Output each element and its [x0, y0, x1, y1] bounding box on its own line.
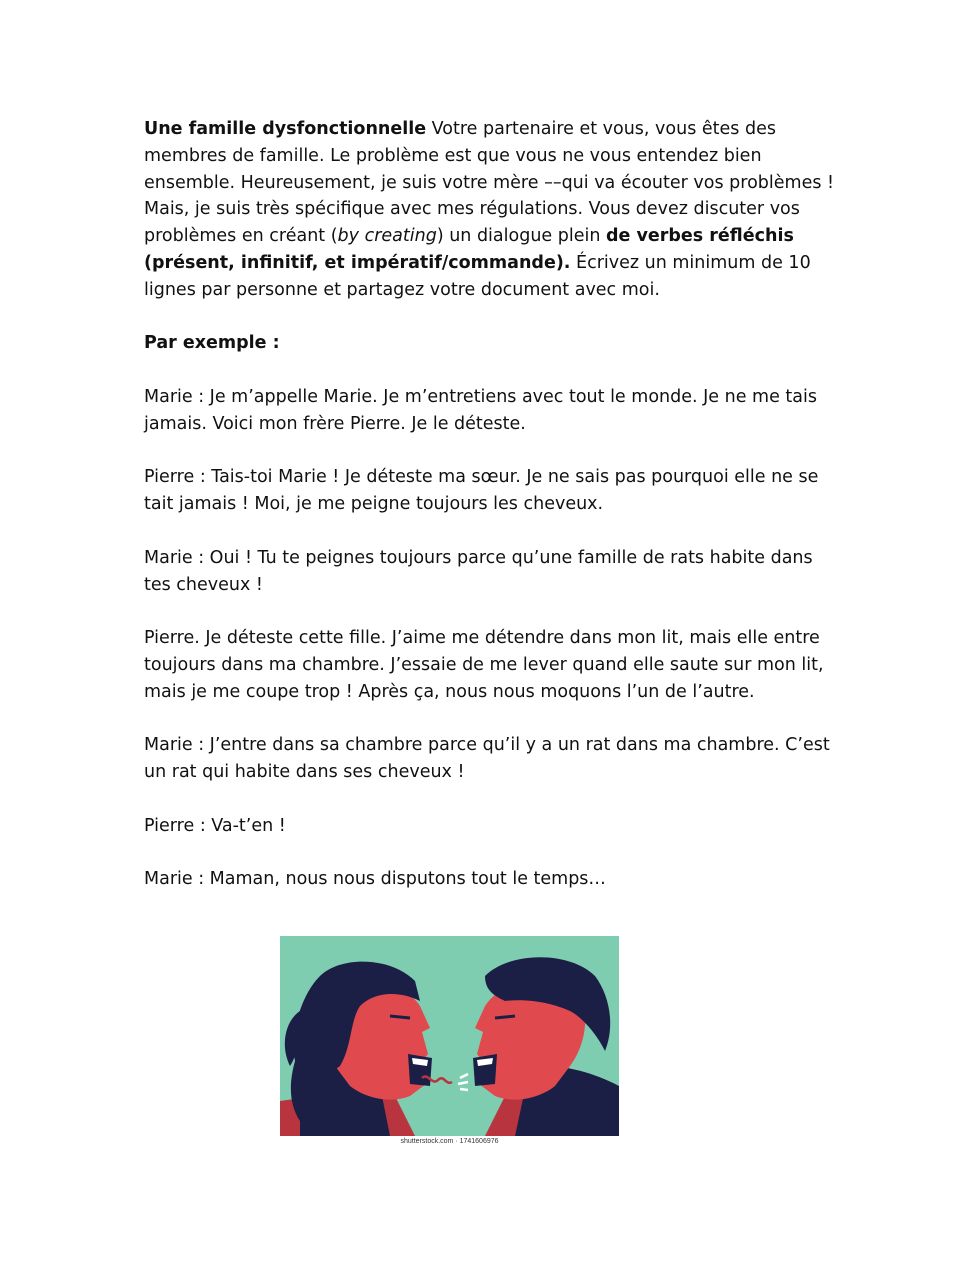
dialogue-line: Marie : Oui ! Tu te peignes toujours parce qu’une famille de rats habite dans tes cheveux ! — [144, 547, 813, 595]
intro-text-3: Écrivez un minimum de 10 lignes par personne et partagez votre document avec moi. — [144, 252, 811, 300]
dialogue-line: Pierre : Tais-toi Marie ! Je déteste ma sœur. Je ne sais pas pourquoi elle ne se tait jamais ! Moi, je me peigne toujours les cheveux. — [144, 467, 819, 515]
intro-paragraph — [144, 116, 844, 304]
intro-italic: by creating — [337, 226, 437, 247]
intro-text-1: Votre partenaire et vous, vous êtes des membres de famille. Le problème est que vous ne vous entendez bien ensemble. Heureusement, je suis votre mère ––qui va écouter vos problèmes ! Mais, je suis très spécifique avec mes régulations. Vous devez discuter vos problèmes en créant ( — [144, 119, 835, 247]
intro-text-2: ) un dialogue plein — [436, 226, 606, 247]
dialogue-line: Pierre. Je déteste cette fille. J’aime me détendre dans mon lit, mais elle entre toujours dans ma chambre. J’essaie de me lever quand elle saute sur mon lit, mais je me coupe trop ! Après ça, nous nous moquons l’un de l’autre. — [144, 628, 824, 702]
document-body — [144, 116, 844, 920]
dialogue-line: Marie : Maman, nous nous disputons tout le temps… — [144, 869, 606, 890]
dialogue-line: Pierre : Va-t’en ! — [144, 815, 286, 836]
image-credit: shutterstock.com · 1741606976 — [400, 1138, 499, 1145]
arguing-couple-illustration — [280, 936, 619, 1136]
dialogue-line: Marie : J’entre dans sa chambre parce qu’il y a un rat dans ma chambre. C’est un rat qui habite dans ses cheveux ! — [144, 735, 830, 783]
example-heading: Par exemple : — [144, 333, 280, 354]
document-title: Une famille dysfonctionnelle — [144, 119, 427, 139]
dialogue-line: Marie : Je m’appelle Marie. Je m’entretiens avec tout le monde. Je ne me tais jamais. Voici mon frère Pierre. Je le déteste. — [144, 386, 817, 434]
intro-bold-verbs: de verbes réfléchis (présent, infinitif, et impératif/commande). — [144, 226, 794, 273]
